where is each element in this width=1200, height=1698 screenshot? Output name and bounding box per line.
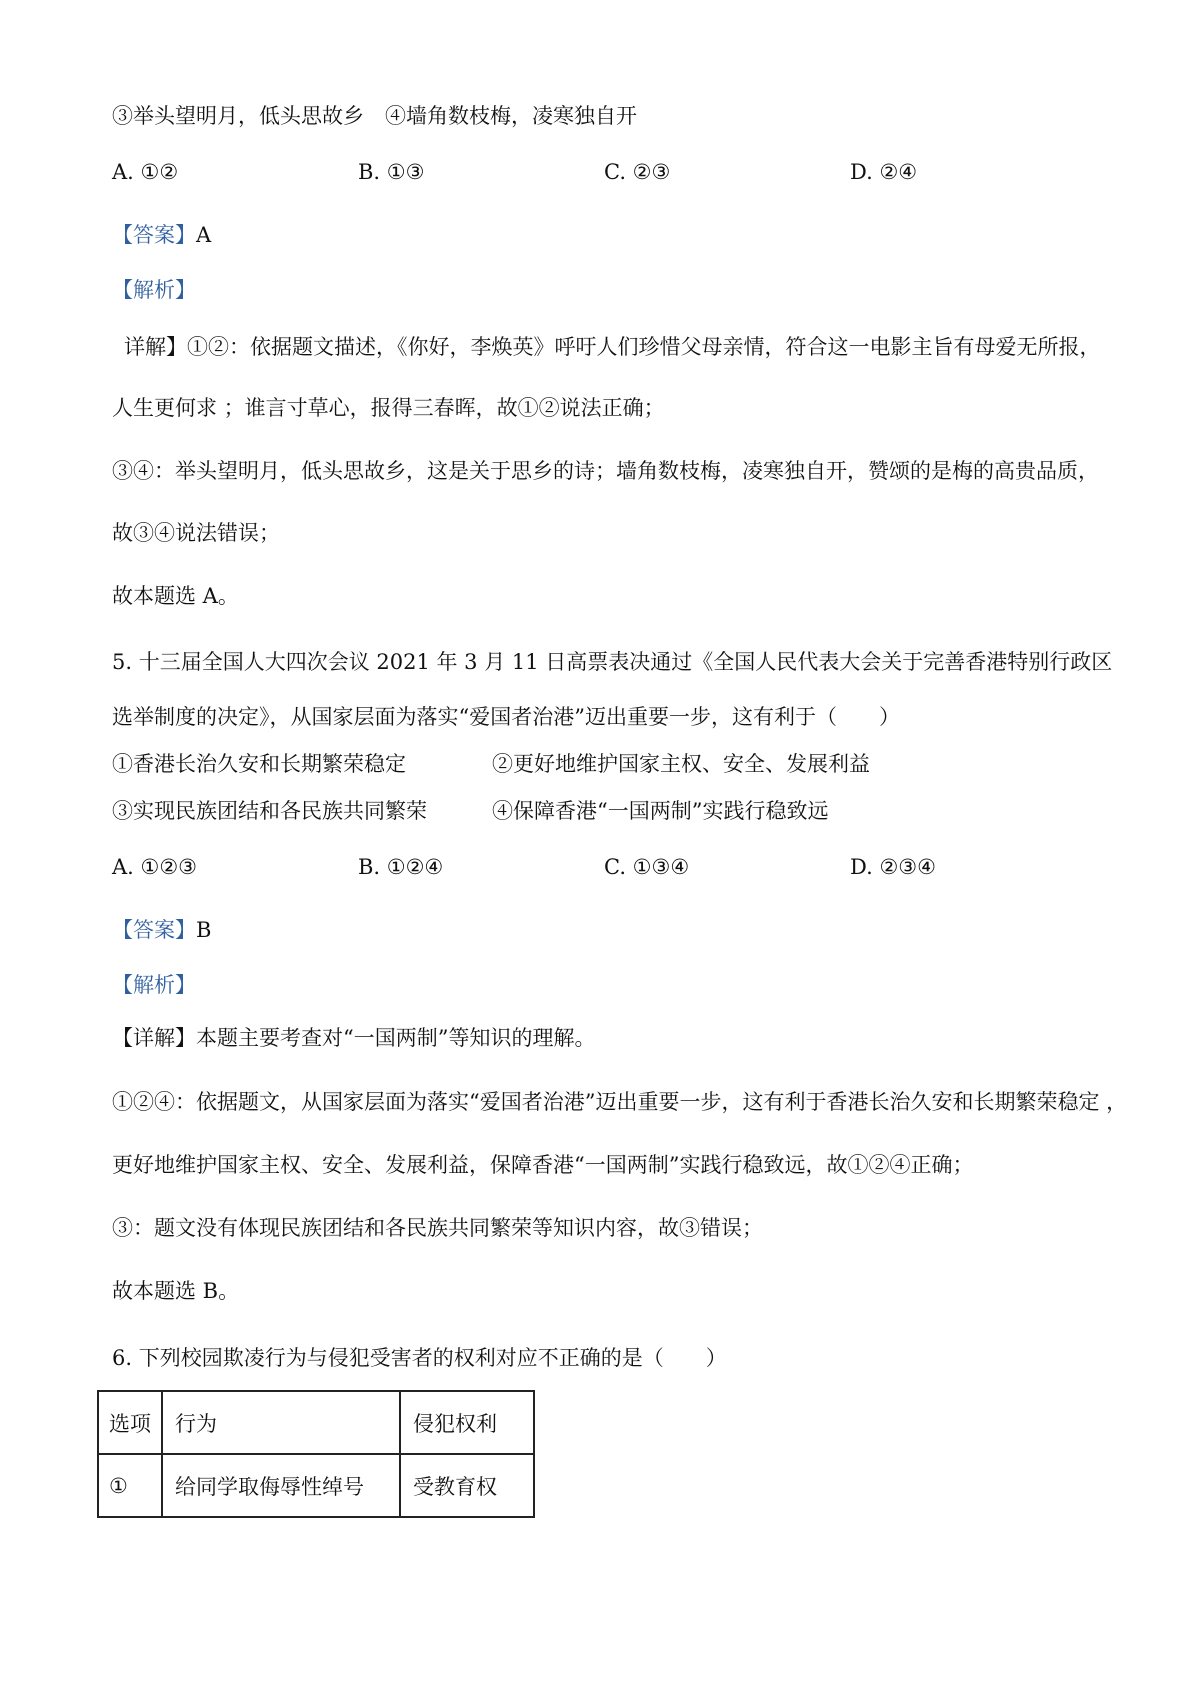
q5-stem-line-1: 5. 十三届全国人大四次会议 2021 年 3 月 11 日高票表决通过《全国人民代表大会关于完善香港特别行政区 [112,650,1113,674]
q5-option-d: D. ②③④ [850,855,936,879]
table-header-cell: 侵犯权利 [400,1391,534,1454]
q4-analysis-label: 【解析】 [112,278,196,302]
table-row [98,1454,534,1517]
q5-answer-value: B [196,918,212,942]
q4-answer [112,221,211,249]
q4-option-a: A. ①② [112,160,179,184]
table-header-row [98,1391,534,1454]
q4-detail-line-3: ③④：举头望明月，低头思故乡，这是关于思乡的诗；墙角数枝梅，凌寒独自开，赞颂的是梅的高贵品质， [112,459,1099,483]
q5-statement-1: ①香港长治久安和长期繁荣稳定 [112,752,406,776]
q5-option-c: C. ①③④ [604,855,690,879]
q5-detail-line-4: ③：题文没有体现民族团结和各民族共同繁荣等知识内容，故③错误； [112,1216,763,1240]
q4-detail-line-5: 故本题选 A。 [112,584,239,608]
q5-statement-3: ③实现民族团结和各民族共同繁荣 [112,799,427,823]
table-cell: 受教育权 [400,1454,534,1517]
q5-statement-2: ②更好地维护国家主权、安全、发展利益 [492,752,870,776]
q4-option-d: D. ②④ [850,160,918,184]
q4-detail-line-1: 详解】①②：依据题文描述，《你好，李焕英》呼吁人们珍惜父母亲情，符合这一电影主旨有母爱无所报， [124,335,1101,359]
q5-detail-line-1: 【详解】本题主要考查对“一国两制”等知识的理解。 [112,1026,596,1050]
q5-analysis-label: 【解析】 [112,973,196,997]
table-header-cell: 行为 [162,1391,400,1454]
q4-detail-line-4: 故③④说法错误； [112,521,280,545]
q4-answer-value: A [196,223,212,247]
q5-stem-line-2: 选举制度的决定》，从国家层面为落实“爱国者治港”迈出重要一步，这有利于（ ） [112,705,900,729]
q5-option-b: B. ①②④ [358,855,444,879]
q4-detail-line-2: 人生更何求 ；谁言寸草心，报得三春晖，故①②说法正确； [112,396,665,420]
table-cell: 给同学取侮辱性绰号 [162,1454,400,1517]
q5-option-a: A. ①②③ [112,855,197,879]
q4-option-b: B. ①③ [358,160,425,184]
table-cell: ① [98,1454,162,1517]
q6-table [97,1390,535,1518]
q5-answer-label: 【答案】 [112,918,196,942]
q5-answer [112,916,211,944]
q5-detail-line-5: 故本题选 B。 [112,1279,240,1303]
q5-detail-line-2: ①②④：依据题文，从国家层面为落实“爱国者治港”迈出重要一步，这有利于香港长治久安和长期繁荣稳定 ， [112,1090,1128,1114]
q4-statement-line: ③举头望明月，低头思故乡 ④墙角数枝梅，凌寒独自开 [112,104,637,128]
q4-option-c: C. ②③ [604,160,671,184]
table-header-cell: 选项 [98,1391,162,1454]
q4-answer-label: 【答案】 [112,223,196,247]
q6-stem: 6. 下列校园欺凌行为与侵犯受害者的权利对应不正确的是（ ） [112,1346,727,1370]
q5-detail-line-3: 更好地维护国家主权、安全、发展利益，保障香港“一国两制”实践行稳致远，故①②④正确； [112,1153,974,1177]
q5-statement-4: ④保障香港“一国两制”实践行稳致远 [492,799,829,823]
